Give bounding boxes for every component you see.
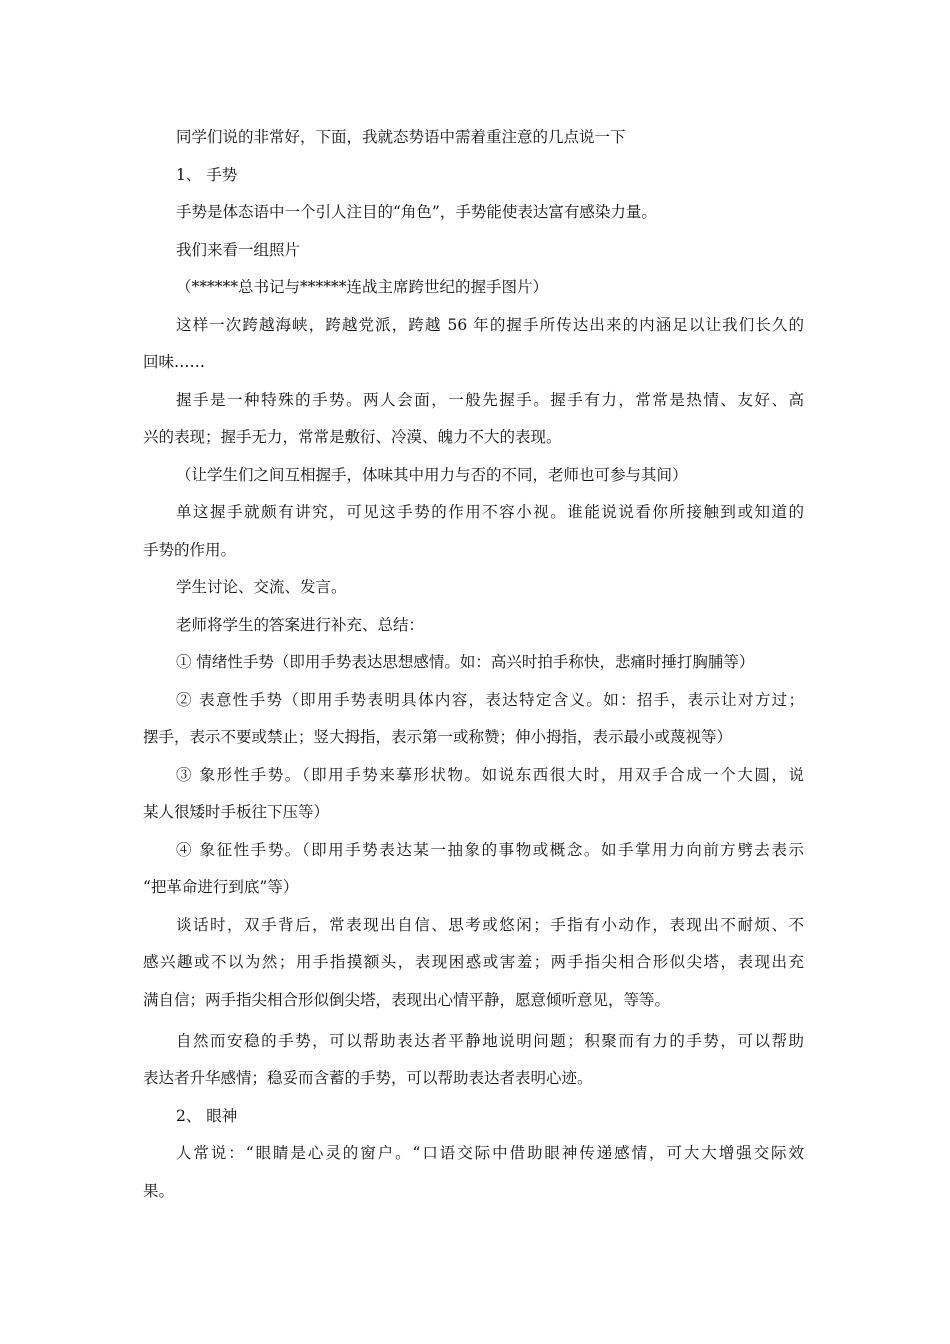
paragraph-handshake-types-line1: 握手是一种特殊的手势。两人会面，一般先握手。握手有力，常常是热情、友好、高: [176, 391, 804, 409]
paragraph-hand-postures-line2: 感兴趣或不以为然；用手指摸额头，表现困惑或害羞；两手指尖相合形似尖塔，表现出充: [143, 953, 804, 971]
list-item-symbolic-gesture-line2: “把革命进行到底”等）: [143, 878, 299, 896]
heading-eye-contact: 2、 眼神: [176, 1107, 238, 1125]
paragraph-gesture-importance-line1: 单这握手就颇有讲究，可见这手势的作用不容小视。谁能说说看你所接触到或知道的: [176, 503, 804, 521]
paragraph-photo-caption: （******总书记与******连战主席跨世纪的握手图片）: [176, 278, 549, 296]
list-item-expressive-gesture-line1: ② 表意性手势（即用手势表明具体内容，表达特定含义。如：招手，表示让对方过；: [176, 691, 804, 709]
list-item-symbolic-gesture-line1: ④ 象征性手势。（即用手势表达某一抽象的事物或概念。如手掌用力向前方劈去表示: [176, 841, 804, 859]
paragraph-eyes-window-line2: 果。: [143, 1182, 175, 1200]
list-item-pictographic-gesture-line2: 某人很矮时手板往下压等）: [143, 803, 330, 821]
paragraph-gesture-effects-line1: 自然而安稳的手势，可以帮助表达者平静地说明问题；积聚而有力的手势，可以帮助: [176, 1032, 804, 1050]
paragraph-gesture-definition: 手势是体态语中一个引人注目的“角色”，手势能使表达富有感染力量。: [176, 203, 657, 221]
paragraph-intro: 同学们说的非常好，下面，我就态势语中需着重注意的几点说一下: [176, 128, 626, 146]
paragraph-photo-intro: 我们来看一组照片: [176, 241, 301, 259]
list-item-expressive-gesture-line2: 摆手，表示不要或禁止；竖大拇指，表示第一或称赞；伸小拇指，表示最小或蔑视等）: [143, 728, 733, 746]
paragraph-handshake-meaning-line1: 这样一次跨越海峡，跨越党派，跨越 56 年的握手所传达出来的内涵足以让我们长久的: [176, 316, 804, 334]
paragraph-activity-note: （让学生们之间互相握手，体味其中用力与否的不同，老师也可参与其间）: [176, 466, 688, 484]
paragraph-handshake-meaning-line2: 回味……: [143, 353, 206, 371]
paragraph-handshake-types-line2: 兴的表现；握手无力，常常是敷衍、冷漠、魄力不大的表现。: [143, 428, 562, 446]
list-item-emotional-gesture: ① 情绪性手势（即用手势表达思想感情。如：高兴时拍手称快，悲痛时捶打胸脯等）: [176, 653, 755, 671]
list-item-pictographic-gesture-line1: ③ 象形性手势。（即用手势来摹形状物。如说东西很大时，用双手合成一个大圆，说: [176, 766, 804, 784]
paragraph-teacher-summary: 老师将学生的答案进行补充、总结：: [176, 616, 425, 634]
paragraph-gesture-importance-line2: 手势的作用。: [143, 541, 237, 559]
paragraph-gesture-effects-line2: 表达者升华感情；稳妥而含蓄的手势，可以帮助表达者表明心迹。: [143, 1069, 593, 1087]
paragraph-hand-postures-line3: 满自信；两手指尖相合形似倒尖塔，表现出心情平静，愿意倾听意见，等等。: [143, 991, 671, 1009]
paragraph-student-discussion: 学生讨论、交流、发言。: [176, 578, 347, 596]
paragraph-hand-postures-line1: 谈话时，双手背后，常表现出自信、思考或悠闲；手指有小动作，表现出不耐烦、不: [176, 916, 804, 934]
paragraph-eyes-window-line1: 人常说：“眼睛是心灵的窗户。“口语交际中借助眼神传递感情，可大大增强交际效: [176, 1144, 804, 1162]
heading-gesture: 1、 手势: [176, 166, 238, 184]
